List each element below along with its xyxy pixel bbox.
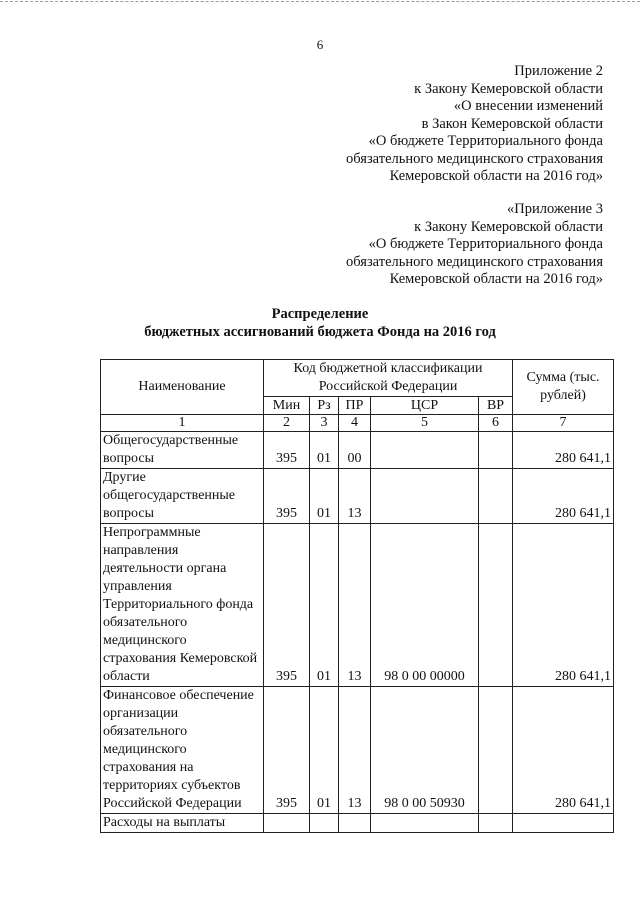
header-vr: ВР — [479, 397, 513, 415]
header-name: Наименование — [101, 360, 264, 415]
row-name: Расходы на выплаты — [101, 814, 264, 833]
appendix-line: к Закону Кемеровской области — [414, 80, 603, 97]
row-pr: 13 — [339, 469, 371, 524]
appendix-line: «О бюджете Территориального фонда — [368, 133, 603, 149]
row-csr: 98 0 00 00000 — [371, 524, 479, 687]
row-sum: 280 641,1 — [513, 432, 614, 469]
column-number: 1 — [101, 415, 264, 432]
appendix-line: «О бюджете Территориального фонда — [368, 236, 603, 252]
row-pr — [339, 814, 371, 833]
row-min: 395 — [264, 432, 310, 469]
column-number-row — [101, 415, 614, 432]
row-rz: 01 — [310, 524, 339, 687]
top-border-line — [0, 1, 640, 2]
row-vr — [479, 524, 513, 687]
column-number: 3 — [310, 415, 339, 432]
row-vr — [479, 687, 513, 814]
row-sum: 280 641,1 — [513, 524, 614, 687]
row-csr — [371, 432, 479, 469]
row-rz: 01 — [310, 432, 339, 469]
row-pr: 13 — [339, 524, 371, 687]
appendix-line: обязательного медицинского страхования — [346, 253, 603, 270]
budget-table — [100, 359, 614, 833]
column-number: 4 — [339, 415, 371, 432]
row-rz — [310, 814, 339, 833]
table-row — [101, 524, 614, 687]
table-row — [101, 687, 614, 814]
row-sum: 280 641,1 — [513, 687, 614, 814]
table-row — [101, 469, 614, 524]
header-pr: ПР — [339, 397, 371, 415]
row-name: Другие общегосударственные вопросы — [101, 469, 264, 524]
row-min: 395 — [264, 687, 310, 814]
appendix-line: Кемеровской области на 2016 год» — [389, 168, 603, 184]
row-rz: 01 — [310, 687, 339, 814]
column-number: 6 — [479, 415, 513, 432]
header-min: Мин — [264, 397, 310, 415]
appendix-2-header — [346, 63, 603, 186]
appendix-line: «Приложение 3 — [507, 201, 603, 217]
appendix-line: Приложение 2 — [514, 63, 603, 79]
row-csr — [371, 469, 479, 524]
appendix-line: Кемеровской области на 2016 год» — [389, 271, 603, 287]
header-sum: Сумма (тыс. рублей) — [513, 360, 614, 415]
row-name: Общегосударственные вопросы — [101, 432, 264, 469]
appendix-line: «О внесении изменений — [453, 98, 603, 114]
row-pr: 13 — [339, 687, 371, 814]
row-name: Финансовое обеспечение организации обязательного медицинского страхования на территориях субъектов Российской Федерации — [101, 687, 264, 814]
header-rz: Рз — [310, 397, 339, 415]
row-min: 395 — [264, 524, 310, 687]
row-vr — [479, 432, 513, 469]
page-number: 6 — [316, 37, 324, 52]
appendix-line: к Закону Кемеровской области — [414, 218, 603, 235]
row-rz: 01 — [310, 469, 339, 524]
row-vr — [479, 469, 513, 524]
row-min: 395 — [264, 469, 310, 524]
header-csr: ЦСР — [371, 397, 479, 415]
row-pr: 00 — [339, 432, 371, 469]
row-sum: 280 641,1 — [513, 469, 614, 524]
row-name: Непрограммные направления деятельности органа управления Территориального фонда обязательного медицинского страхования Кемеровской области — [101, 524, 264, 687]
column-number: 2 — [264, 415, 310, 432]
title-line-2: бюджетных ассигнований бюджета Фонда на 2016 год — [144, 324, 496, 340]
title-line-1: Распределение — [271, 306, 369, 322]
document-title — [0, 305, 640, 341]
appendix-3-header — [346, 201, 603, 289]
row-sum — [513, 814, 614, 833]
appendix-line: обязательного медицинского страхования — [346, 150, 603, 167]
appendix-line: в Закон Кемеровской области — [421, 115, 603, 132]
row-csr: 98 0 00 50930 — [371, 687, 479, 814]
row-min — [264, 814, 310, 833]
header-code-group: Код бюджетной классификации Российской Федерации — [264, 360, 513, 397]
column-number: 7 — [513, 415, 614, 432]
row-csr — [371, 814, 479, 833]
column-number: 5 — [371, 415, 479, 432]
row-vr — [479, 814, 513, 833]
table-row — [101, 432, 614, 469]
table-row — [101, 814, 614, 833]
